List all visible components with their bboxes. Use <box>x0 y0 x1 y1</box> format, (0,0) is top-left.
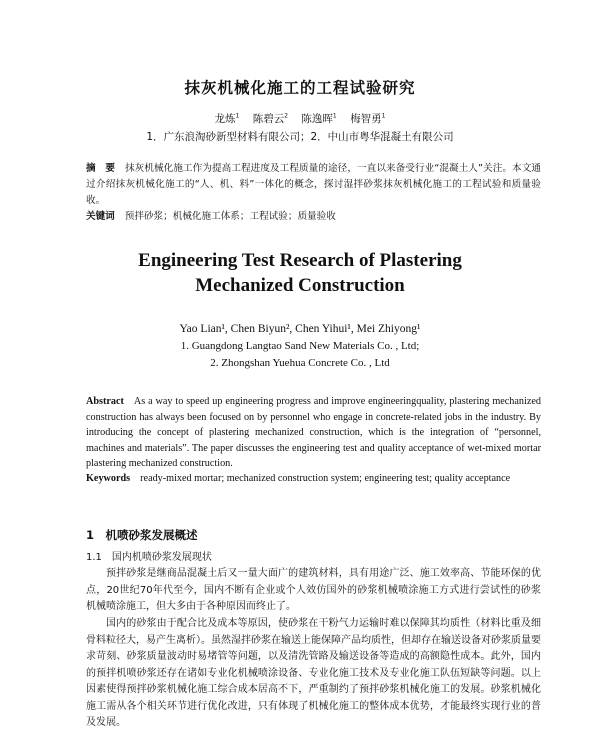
authors-en: Yao Lian¹, Chen Biyun², Chen Yihui¹, Mei Zhiyong¹ <box>179 323 421 335</box>
author-cn-2: 陈碧云 <box>252 113 285 125</box>
paper-title-en <box>0 248 600 298</box>
affiliation-en-2: 2. Zhongshan Yuehua Concrete Co. , Ltd <box>210 357 390 369</box>
subsection-heading: 1.1 国内机喷砂浆发展现状 <box>86 552 212 563</box>
title-en-line-2: Mechanized Construction <box>195 275 405 296</box>
keywords-en <box>86 471 541 487</box>
abstract-cn-label: 摘 要 <box>86 163 115 174</box>
abstract-cn-text: 抹灰机械化施工作为提高工程进度及工程质量的途径，一直以来备受行业“混凝土人”关注。本文通过介绍抹灰机械化施工的“人、机、料”一体化的概念，探讨湿拌砂浆抹灰机械化施工的工程试验和质量验收。 <box>86 163 541 206</box>
title-en-line-1: Engineering Test Research of Plastering <box>138 250 462 271</box>
abstract-en-text: As a way to speed up engineering progress and improve engineeringquality, plastering mechanized construction has always been focused on by personnel who engage in concrete-related jobs in the industry. By introducing the concept of plastering mechanized construction, which is the integration of “personnel, machines and materials”. The paper discusses the engineering test and quality acceptance of wet-mixed mortar plastering mechanized construction. <box>86 396 541 469</box>
keywords-en-label: Keywords <box>86 473 131 484</box>
author-mark: 2 <box>284 112 289 120</box>
affiliation-en-1: 1. Guangdong Langtao Sand New Materials Co. , Ltd; <box>180 340 420 352</box>
body-paragraph-1: 预拌砂浆是继商品混凝土后又一量大面广的建筑材料，具有用途广泛、施工效率高、节能环保的优点，20世纪70年代至今，国内不断有企业或个人效仿国外的砂浆机械喷涂施工方式进行尝试性的砂浆机械喷涂施工，但大多由于各种原因而终止了。 <box>86 568 541 612</box>
abstract-en <box>86 394 541 472</box>
paper-title-cn: 抹灰机械化施工的工程试验研究 <box>184 79 416 97</box>
author-cn-3: 陈逸晖 <box>301 113 333 125</box>
author-mark: 1 <box>332 112 337 120</box>
author-cn-4: 梅智勇 <box>350 113 382 125</box>
keywords-cn-label: 关键词 <box>86 211 115 222</box>
abstract-en-label: Abstract <box>86 396 124 407</box>
keywords-cn <box>86 209 541 225</box>
author-cn-1: 龙炼 <box>214 113 236 125</box>
author-mark: 1 <box>381 112 386 120</box>
body-paragraph-2: 国内的砂浆由于配合比及成本等原因，使砂浆在干粉气力运输时难以保障其均质性（材料比重及细骨料粒径大，易产生离析）。虽然湿拌砂浆在输送上能保障产品均质性，但却存在输送设备对砂浆质量要求苛刻、砂浆质量波动时易堵管等问题，以及清洗管路及输送设备等造成的高额隐性成本。此外，国内的预拌机喷砂浆还存在诸如专业化机械喷涂设备、专业化施工技术及专业化施工队伍短缺等问题。以上因素使得预拌砂浆机械化施工综合成本居高不下，严重制约了预拌砂浆机械化施工的发展。砂浆机械化施工需从各个相关环节进行优化改进，只有体现了机械化施工的整体成本优势，才能最终实现行业的普及发展。 <box>86 618 541 728</box>
authors-cn <box>0 111 600 126</box>
author-mark: 1 <box>235 112 240 120</box>
abstract-cn <box>86 161 541 209</box>
keywords-en-text: ready-mixed mortar; mechanized construction system; engineering test; quality acceptance <box>140 473 511 484</box>
keywords-cn-text: 预拌砂浆；机械化施工体系；工程试验；质量验收 <box>124 211 336 222</box>
section-heading: 1 机喷砂浆发展概述 <box>86 528 198 542</box>
affiliations-cn: 1．广东浪淘砂新型材料有限公司；2．中山市粤华混凝土有限公司 <box>146 131 454 143</box>
